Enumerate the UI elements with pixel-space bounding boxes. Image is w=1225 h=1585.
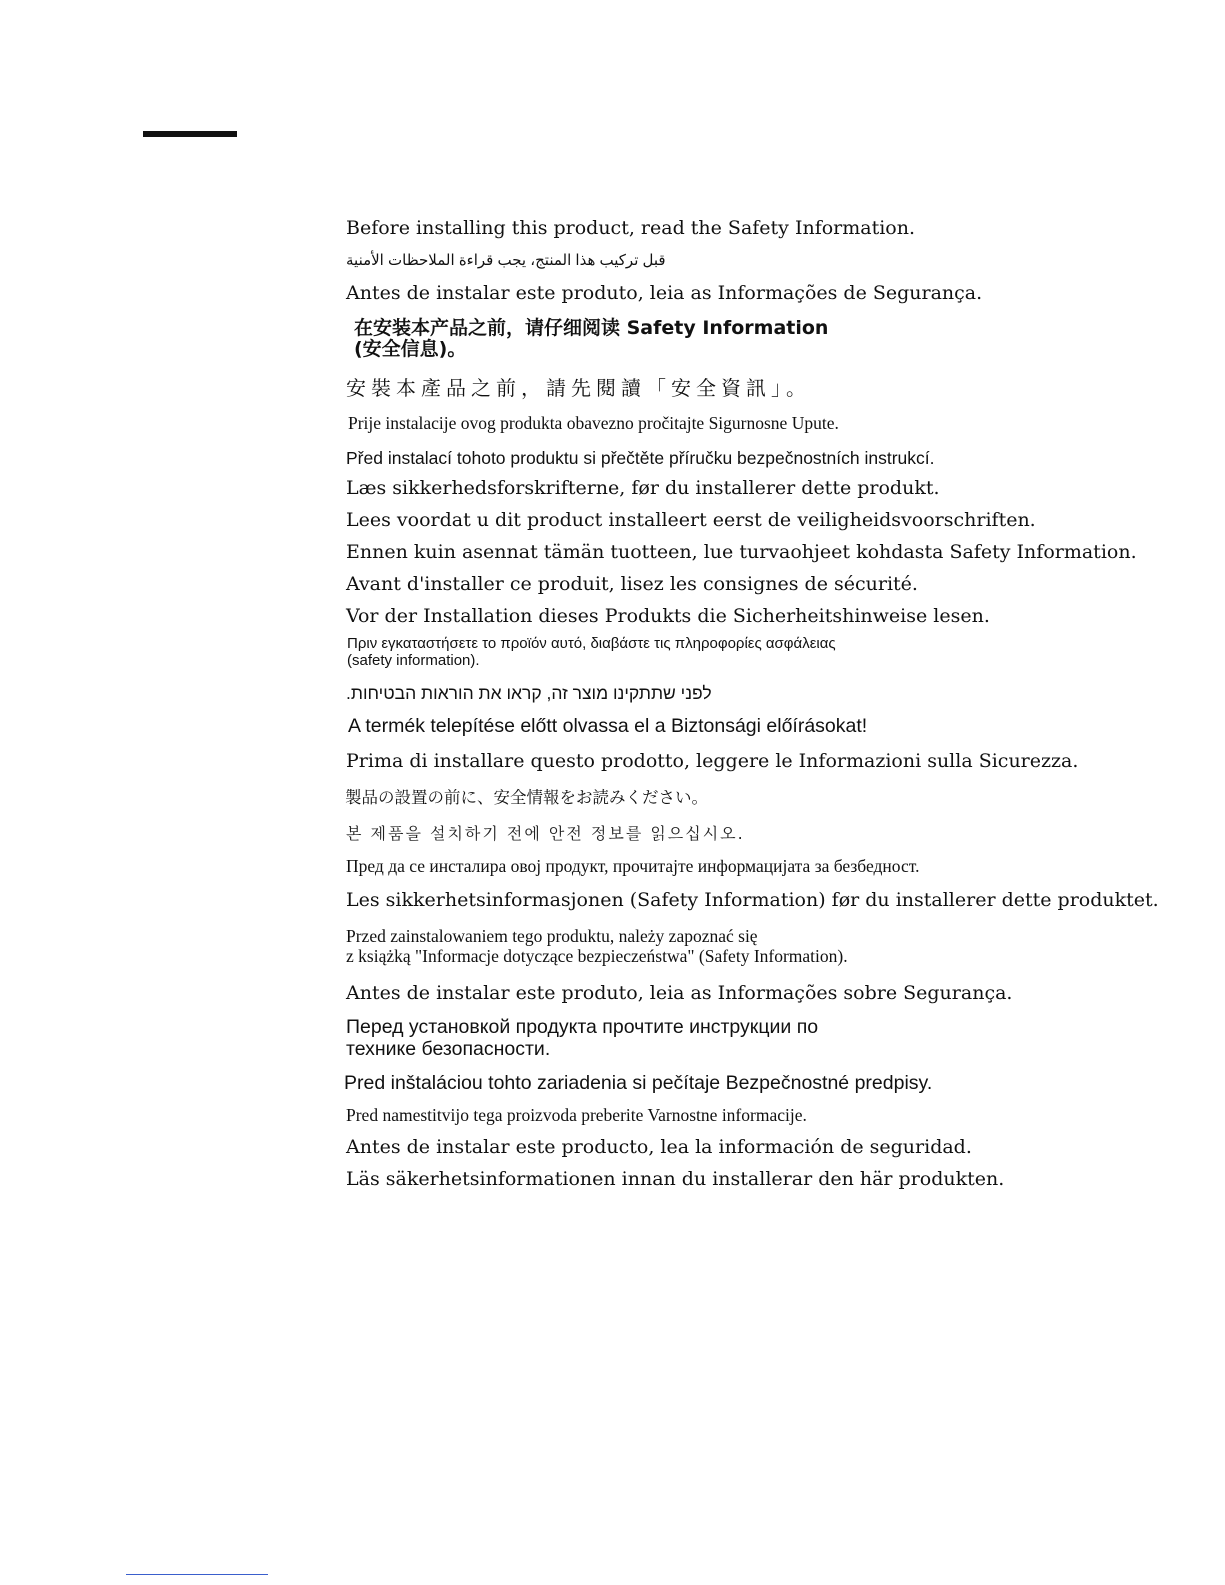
- notice-polish: [346, 927, 848, 966]
- notice-french: Avant d'installer ce produit, lisez les consignes de sécurité.: [346, 573, 918, 595]
- notice-finnish: Ennen kuin asennat tämän tuotteen, lue turvaohjeet kohdasta Safety Information.: [346, 541, 1137, 563]
- notice-greek: [347, 636, 836, 670]
- bottom-rule: [126, 1574, 268, 1575]
- notice-german: Vor der Installation dieses Produkts die Sicherheitshinweise lesen.: [346, 605, 990, 627]
- notice-arabic: قبل تركيب هذا المنتج، يجب قراءة الملاحظات الأمنية: [346, 252, 666, 269]
- notice-polish-line-2: z książką "Informacje dotyczące bezpieczeństwa" (Safety Information).: [346, 945, 848, 966]
- notice-chinese-simplified-line-2: (安全信息)。: [354, 338, 467, 361]
- notice-greek-line-2: (safety information).: [347, 651, 480, 669]
- notice-hungarian: A termék telepítése előtt olvassa el a Biztonsági előírásokat!: [348, 715, 868, 737]
- notice-slovak: Pred inštaláciou tohto zariadenia si pečítaje Bezpečnostné predpisy.: [344, 1072, 933, 1094]
- notice-spanish: Antes de instalar este producto, lea la información de seguridad.: [346, 1136, 972, 1158]
- notice-croatian: Prije instalacije ovog produkta obavezno pročitajte Sigurnosne Upute.: [348, 413, 839, 433]
- notice-russian: [346, 1017, 818, 1061]
- notice-russian-line-1: Перед установкой продукта прочтите инструкции по: [346, 1016, 819, 1038]
- notice-dutch: Lees voordat u dit product installeert eerst de veiligheidsvoorschriften.: [346, 509, 1036, 531]
- notice-japanese: 製品の設置の前に、安全情報をお読みください。: [345, 788, 708, 807]
- notice-slovenian: Pred namestitvijo tega proizvoda preberite Varnostne informacije.: [346, 1105, 807, 1125]
- notice-hebrew: לפני שתתקינו מוצר זה, קראו את הוראות הבטיחות.: [346, 683, 712, 703]
- notice-polish-line-1: Przed zainstalowaniem tego produktu, należy zapoznać się: [346, 926, 758, 946]
- notice-portuguese: Antes de instalar este produto, leia as Informações sobre Segurança.: [346, 982, 1013, 1004]
- top-rule: [143, 131, 237, 137]
- notice-czech: Před instalací tohoto produktu si přečtěte příručku bezpečnostních instrukcí.: [346, 448, 935, 468]
- notice-swedish: Läs säkerhetsinformationen innan du installerar den här produkten.: [346, 1168, 1005, 1190]
- notice-macedonian: Пред да се инсталира овој продукт, прочитајте информацијата за безбедност.: [346, 856, 920, 876]
- notice-chinese-simplified: [354, 318, 828, 361]
- notice-italian: Prima di installare questo prodotto, leggere le Informazioni sulla Sicurezza.: [346, 750, 1079, 772]
- notice-danish: Læs sikkerhedsforskrifterne, før du installerer dette produkt.: [346, 477, 940, 499]
- notice-chinese-traditional: 安裝本產品之前，請先閱讀「安全資訊」。: [346, 376, 811, 400]
- notice-korean: 본 제품을 설치하기 전에 안전 정보를 읽으십시오.: [346, 824, 745, 843]
- notice-chinese-simplified-line-1: 在安装本产品之前，请仔细阅读 Safety Information: [354, 317, 829, 339]
- notice-greek-line-1: Πριν εγκαταστήσετε το προϊόν αυτό, διαβάστε τις πληροφορίες ασφάλειας: [347, 635, 836, 652]
- notice-norwegian: Les sikkerhetsinformasjonen (Safety Information) før du installerer dette produktet.: [346, 889, 1159, 911]
- notice-portuguese-brazil: Antes de instalar este produto, leia as Informações de Segurança.: [346, 282, 983, 304]
- notice-russian-line-2: технике безопасности.: [346, 1037, 551, 1060]
- notice-english: Before installing this product, read the Safety Information.: [346, 217, 916, 239]
